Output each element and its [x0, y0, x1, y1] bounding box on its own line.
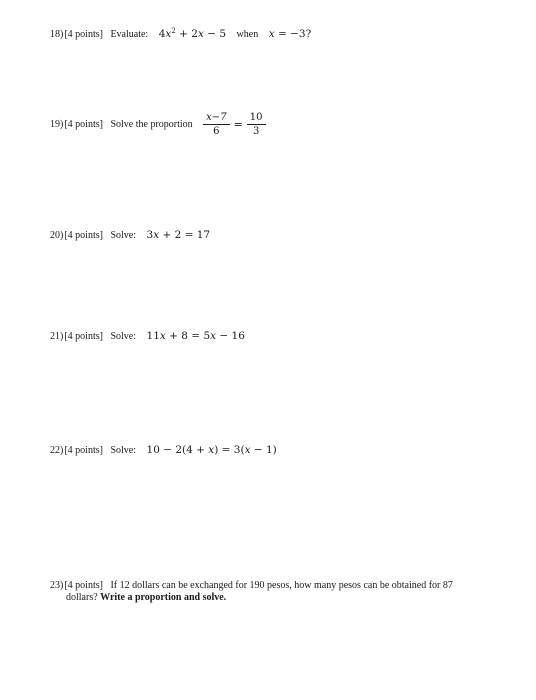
points-label: [4 points]: [64, 331, 103, 342]
problem-number: 23): [50, 580, 64, 591]
instruction: Evaluate:: [110, 29, 149, 40]
problem-18: [50, 28, 311, 40]
fraction-left: $\frac{x-7}{6}$: [203, 112, 229, 137]
problem-21: [50, 330, 245, 342]
equation: 3x + 2 = 17: [146, 229, 211, 241]
problem-number: 19): [50, 118, 64, 130]
instruction: Solve the proportion: [110, 119, 193, 130]
points-label: [4 points]: [64, 580, 103, 591]
points-label: [4 points]: [64, 118, 103, 130]
condition: x = −3?: [268, 28, 312, 40]
instruction: Solve:: [110, 230, 137, 241]
points-label: [4 points]: [64, 230, 103, 241]
problem-number: 18): [50, 29, 64, 40]
fraction-right: $\frac{10}{3}$: [247, 112, 266, 137]
equals-sign: =: [233, 118, 243, 131]
problem-22: [50, 444, 277, 456]
problem-number: 21): [50, 331, 64, 342]
problem-19: [50, 112, 266, 137]
problem-number: 22): [50, 445, 64, 456]
instruction: Solve:: [110, 331, 137, 342]
problem-20: [50, 229, 210, 241]
word-problem-text: If 12 dollars can be exchanged for 190 pesos, how many pesos can be obtained for 87: [110, 580, 453, 591]
instruction-bold: Write a proportion and solve.: [100, 592, 227, 603]
instruction: Solve:: [110, 445, 137, 456]
when-label: when: [236, 29, 259, 40]
equation: 11x + 8 = 5x − 16: [146, 330, 245, 342]
equation: 10 − 2(4 + x) = 3(x − 1): [146, 444, 277, 456]
problem-number: 20): [50, 230, 64, 241]
expression: $4x^2 + 2x - 5$: [158, 27, 227, 40]
word-problem-continuation: dollars? Write a proportion and solve.: [66, 592, 227, 603]
points-label: [4 points]: [64, 29, 103, 40]
points-label: [4 points]: [64, 445, 103, 456]
problem-23: [50, 580, 490, 604]
